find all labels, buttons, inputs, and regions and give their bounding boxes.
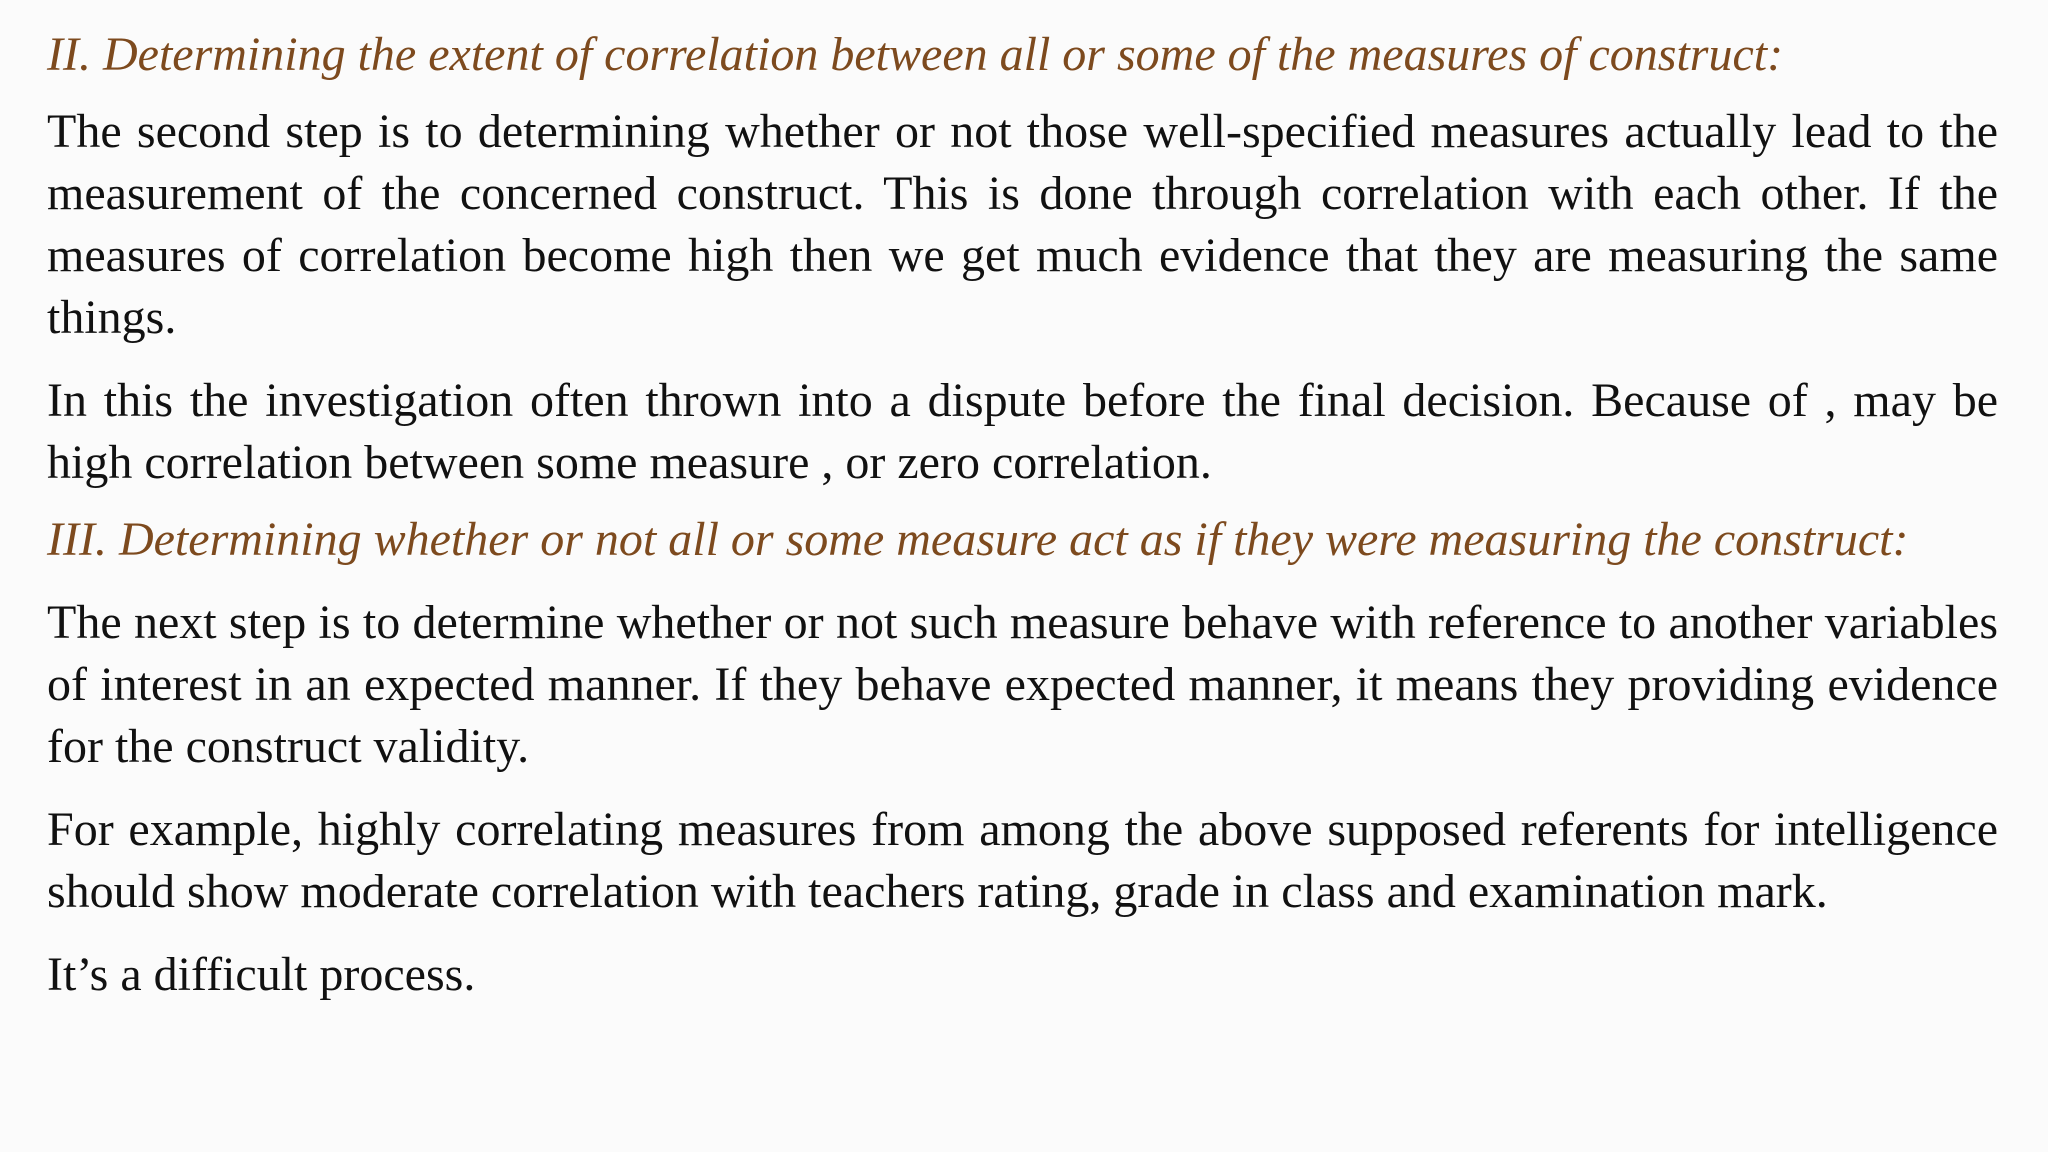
paragraph-dispute: In this the investigation often thrown into a dispute before the final decision. Because of , may be high correlation between some measure , or zero correlation. — [47, 374, 1998, 489]
paragraph-correlation-step: The second step is to determining whether or not those well-specified measures actually lead to the measurement of the concerned construct. This is done through correlation with each other. If the measures of correlation become high then we get much evidence that they are measuring the same things. — [47, 105, 1998, 344]
section-heading-iii: III. Determining whether or not all or some measure act as if they were measuring the construct: — [47, 513, 1909, 566]
section-heading-ii: II. Determining the extent of correlation between all or some of the measures of construct: — [47, 28, 1784, 81]
paragraph-difficult-process: It’s a difficult process. — [47, 948, 476, 1001]
paragraph-next-step: The next step is to determine whether or not such measure behave with reference to another variables of interest in an expected manner. If they behave expected manner, it means they providing evidence for the construct validity. — [47, 596, 1998, 773]
paragraph-example: For example, highly correlating measures from among the above supposed referents for intelligence should show moderate correlation with teachers rating, grade in class and examination mark. — [47, 803, 1998, 918]
